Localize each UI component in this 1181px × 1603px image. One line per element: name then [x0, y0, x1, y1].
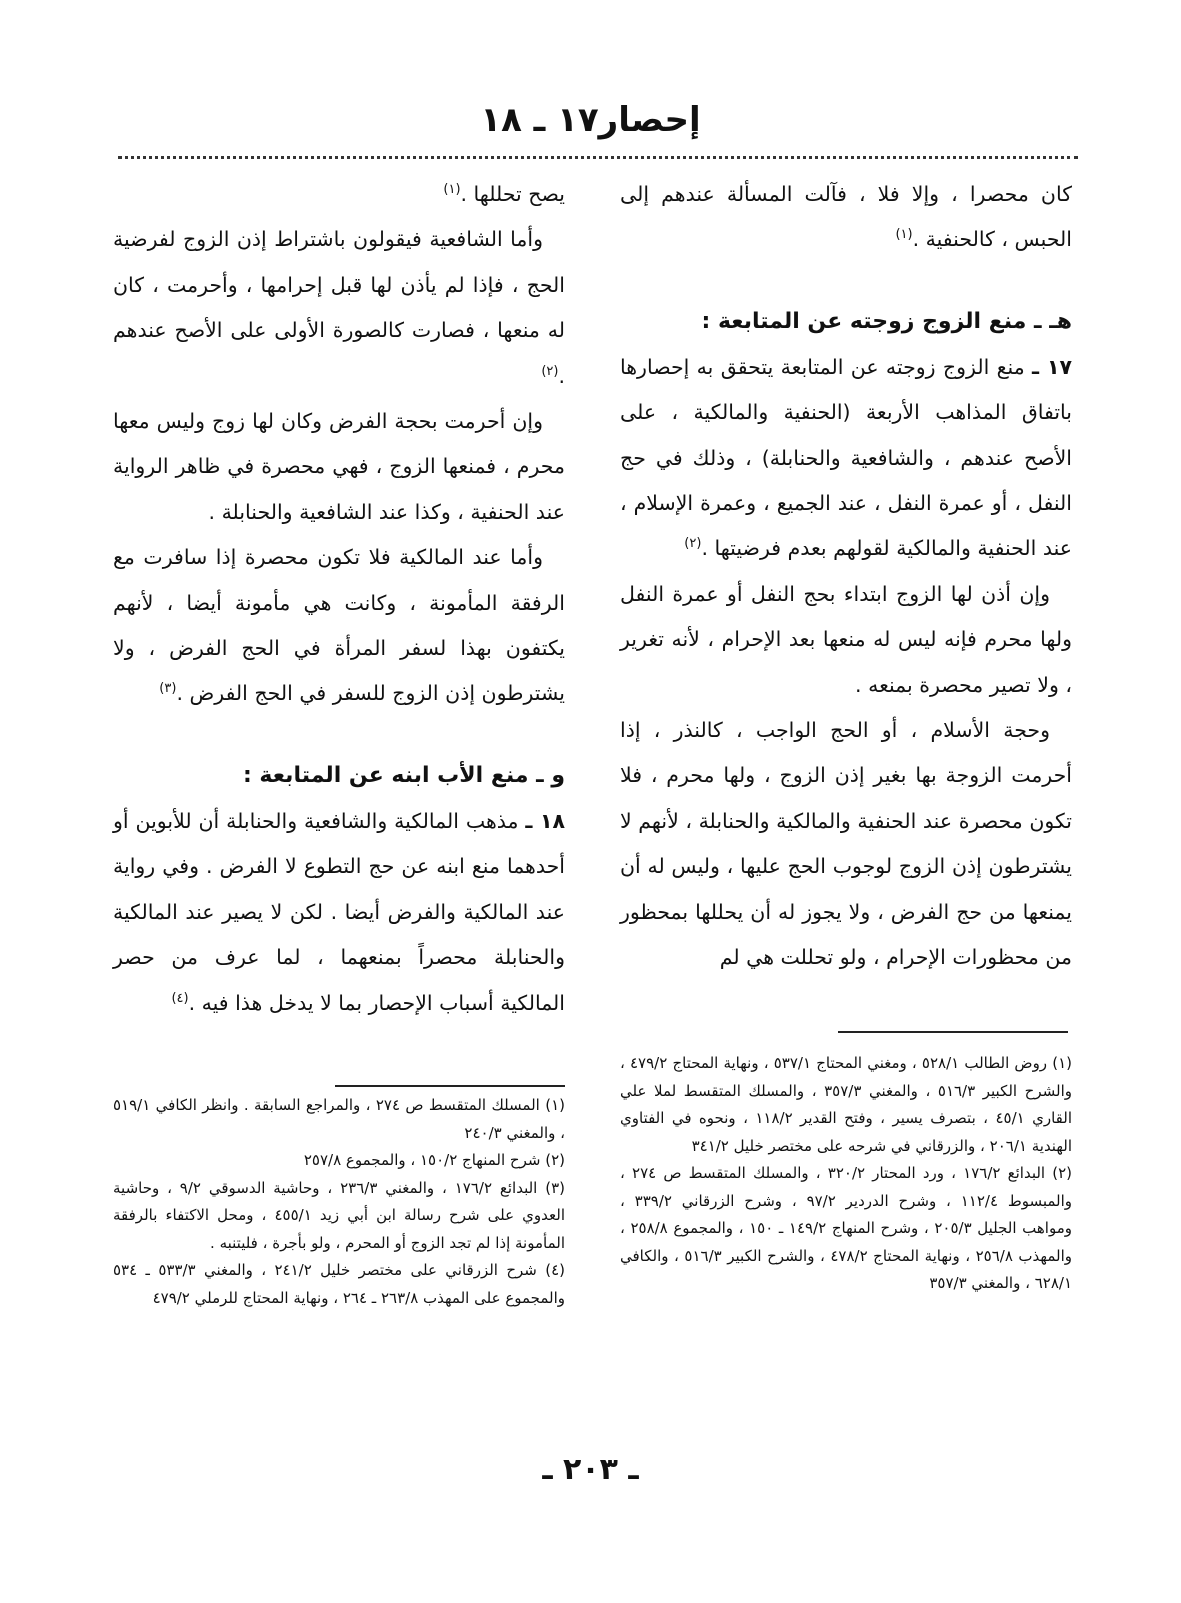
- left-paragraph-shafii: وأما الشافعية فيقولون باشتراط إذن الزوج لفرضية الحج ، فإذا لم يأذن لها قبل إحرامها ، وأحرمت ، كان له منعها ، فصارت كالصورة الأولى على الأصح عندهم .$^{(٢)}$: [113, 227, 565, 388]
- footnote-item: (١) روض الطالب ٥٢٨/١ ، ومغني المحتاج ٥٣٧/١ ، ونهاية المحتاج ٤٧٩/٢ ، والشرح الكبير ٥١٦/٣ ، والمغني ٣٥٧/٣ ، والمسلك المتقسط لملا علي القاري ٤٥/١ ، بتصرف يسير ، وفتح القدير ١١٨/٢ ، ونحوه في الفتاوي الهندية ٢٠٦/١ ، والزرقاني في شرحه على مختصر خليل ٣٤١/٢: [620, 1054, 1073, 1155]
- footnote-ref: (٢): [541, 363, 559, 379]
- left-paragraph-continuation: يصح تحللها .$^{(١)}$: [443, 182, 565, 206]
- section-heading-husband: هـ ـ منع الزوج زوجته عن المتابعة :: [701, 308, 1072, 334]
- paragraph-17: ١٧ ـ منع الزوج زوجته عن المتابعة يتحقق به إحصارها باتفاق المذاهب الأربعة (الحنفية والمالكية ، على الأصح عندهم ، والشافعية والحنابلة) ، وذلك في حج النفل ، أو عمرة النفل ، عند الجميع ، وعمرة الإسلام ، عند الحنفية والمالكية لقولهم بعدم فرضيتها .$^{(٢)}$: [620, 354, 1072, 561]
- footnote-item: (٤) شرح الزرقاني على مختصر خليل ٢٤١/٢ ، والمغني ٥٣٣/٣ ـ ٥٣٤ والمجموع على المهذب ٢٦٣/٨ ـ ٢٦٤ ، ونهاية المحتاج للرملي ٤٧٩/٢: [113, 1261, 566, 1307]
- page-number: ـ ٢٠٣ ـ: [542, 1452, 639, 1487]
- footnote-ref: (٢): [684, 536, 702, 552]
- footnote-item: (٣) البدائع ١٧٦/٢ ، والمغني ٢٣٦/٣ ، وحاشية الدسوقي ٩/٢ ، وحاشية العدوي على شرح رسالة ابن أبي زيد ٤٥٥/١ ، ومحل الاكتفاء بالرفقة المأمونة إذا لم تجد الزوج أو المحرم ، ولو بأجرة ، فليتنبه .: [113, 1178, 565, 1252]
- right-paragraph-permission: وإن أذن لها الزوج ابتداء بحج النفل أو عمرة النفل ولها محرم فإنه ليس له منعها بعد الإحرام ، لأنه تغرير ، ولا تصير محصرة بمنعه .: [620, 581, 1072, 697]
- footnote-ref: (٤): [171, 990, 189, 1006]
- footnote-ref: (١): [443, 182, 461, 198]
- section-heading-father: و ـ منع الأب ابنه عن المتابعة :: [242, 762, 565, 788]
- page-header-title: إحصار١٧ ـ ١٨: [480, 100, 701, 140]
- header-dotted-rule: [118, 156, 1078, 159]
- footnote-item: (٢) شرح المنهاج ١٥٠/٢ ، والمجموع ٢٥٧/٨: [303, 1151, 565, 1169]
- section-gap: [113, 717, 565, 753]
- footnote-separator-right: [838, 1031, 1068, 1033]
- footnote-item: (١) المسلك المتقسط ص ٢٧٤ ، والمراجع السابقة . وانظر الكافي ٥١٩/١ ، والمغني ٢٤٠/٣: [113, 1096, 565, 1142]
- right-column: [620, 172, 1072, 981]
- left-paragraph-fard: وإن أحرمت بحجة الفرض وكان لها زوج وليس معها محرم ، فمنعها الزوج ، فهي محصرة في ظاهر الرواية عند الحنفية ، وكذا عند الشافعية والحنابلة .: [113, 409, 565, 524]
- section-gap: [620, 263, 1072, 299]
- paragraph-number: ١٨ ـ: [525, 808, 565, 833]
- right-paragraph-intro: كان محصرا ، وإلا فلا ، فآلت المسألة عندهم إلى الحبس ، كالحنفية .$^{(١)}$: [620, 182, 1072, 252]
- footnotes-left: [113, 1092, 565, 1312]
- left-column: [113, 172, 565, 1026]
- footnotes-right: [620, 1050, 1072, 1298]
- footnote-ref: (٣): [159, 681, 177, 697]
- footnote-separator-left: [335, 1085, 565, 1087]
- paragraph-number: ١٧ ـ: [1032, 354, 1072, 379]
- right-paragraph-obligatory-hajj: وحجة الأسلام ، أو الحج الواجب ، كالنذر ، إذا أحرمت الزوجة بها بغير إذن الزوج ، ولها محرم ، فلا تكون محصرة عند الحنفية والمالكية والحنابلة ، لأنهم لا يشترطون إذن الزوج لوجوب الحج عليها ، وليس له أن يمنعها من حج الفرض ، ولا يجوز له أن يحللها بمحظور من محظورات الإحرام ، ولو تحللت هي لم: [620, 718, 1072, 970]
- footnote-item: (٢) البدائع ١٧٦/٢ ، ورد المحتار ٣٢٠/٢ ، والمسلك المتقسط ص ٢٧٤ ، والمبسوط ١١٢/٤ ، وشرح الدردير ٩٧/٢ ، وشرح الزرقاني ٣٣٩/٢ ، ومواهب الجليل ٢٠٥/٣ ، وشرح المنهاج ١٤٩/٢ ـ ١٥٠ ، والمجموع ٢٥٨/٨ ، والمهذب ٢٥٦/٨ ، ونهاية المحتاج ٤٧٨/٢ ، والشرح الكبير ٥١٦/٣ ، والكافي ٦٢٨/١ ، والمغني ٣٥٧/٣: [620, 1164, 1073, 1292]
- paragraph-18: ١٨ ـ مذهب المالكية والشافعية والحنابلة أن للأبوين أو أحدهما منع ابنه عن حج التطوع لا الفرض . وفي رواية عند المالكية والفرض أيضا . لكن لا يصير عند المالكية والحنابلة محصراً بمنعهما ، لما عرف من حصر المالكية أسباب الإحصار بما لا يدخل هذا فيه .$^{(٤)}$: [113, 808, 565, 1015]
- footnote-ref: (١): [895, 227, 913, 243]
- left-paragraph-maliki: وأما عند المالكية فلا تكون محصرة إذا سافرت مع الرفقة المأمونة ، وكانت هي مأمونة أيضا ، لأنهم يكتفون بهذا لسفر المرأة في الحج الفرض ، ولا يشترطون إذن الزوج للسفر في الحج الفرض .$^{(٣)}$: [113, 545, 565, 706]
